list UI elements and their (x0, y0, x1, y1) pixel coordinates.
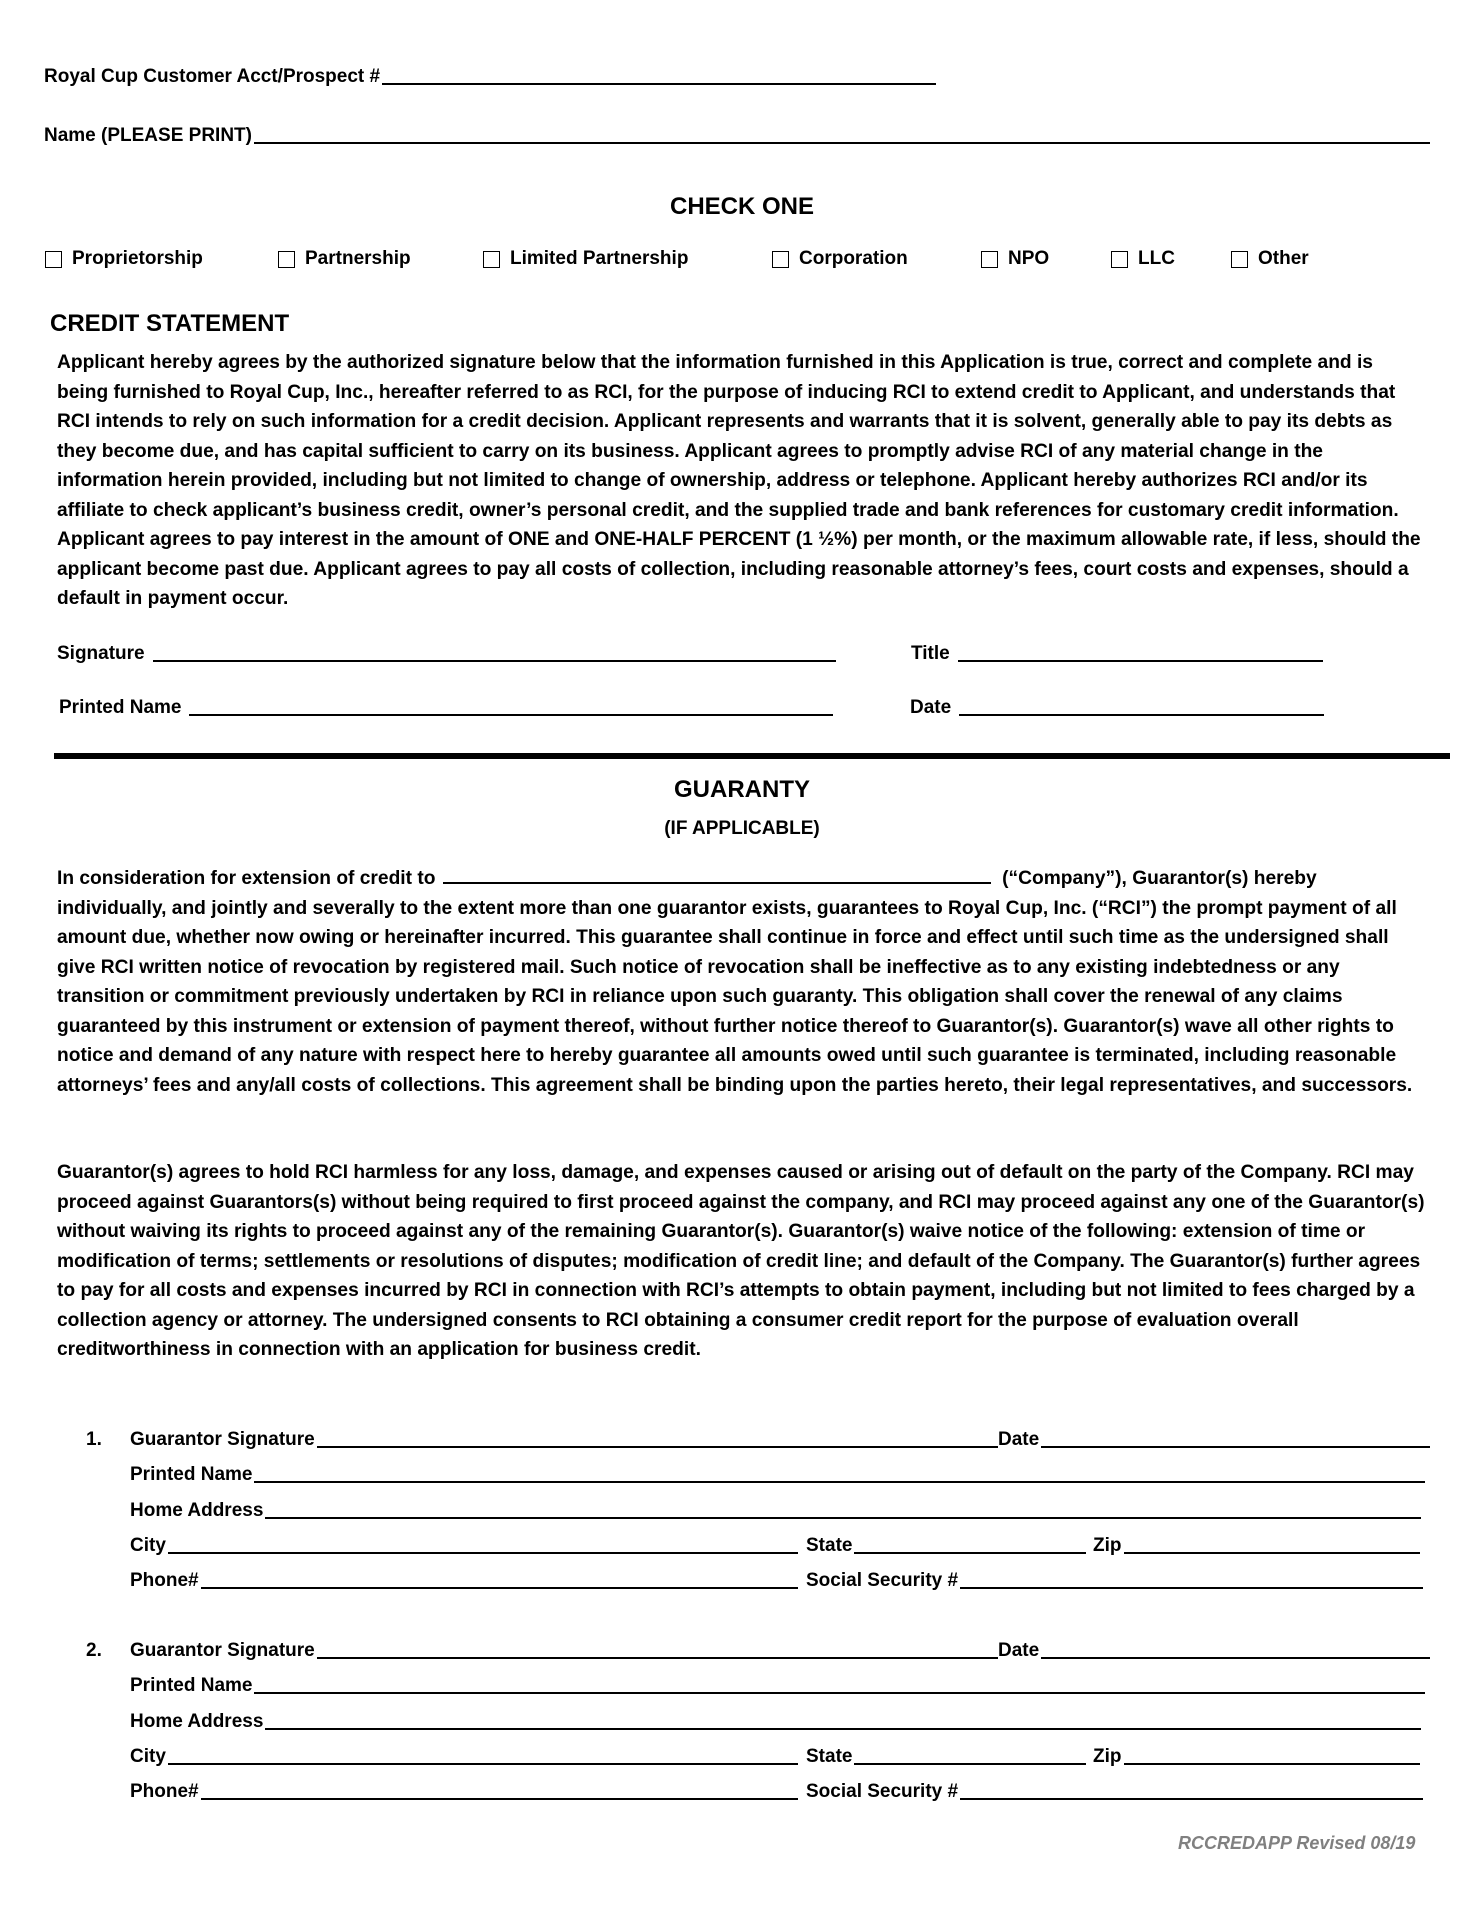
name-line[interactable] (254, 142, 1430, 144)
guarantor-printed-name-label: Printed Name (130, 1464, 253, 1485)
guarantor-2-phone-field[interactable] (130, 1781, 798, 1803)
guarantor-1-home-address-field[interactable] (130, 1500, 1421, 1522)
guarantor-home-address-label: Home Address (130, 1711, 264, 1732)
guarantor-printed-name-line[interactable] (254, 1481, 1425, 1483)
guarantor-1-city-field[interactable] (130, 1535, 798, 1557)
guarantor-phone-line[interactable] (201, 1587, 798, 1589)
printed-name-line[interactable] (189, 714, 833, 716)
printed-name-label: Printed Name (59, 697, 182, 718)
guarantor-date-label: Date (998, 1640, 1040, 1661)
guarantor-ssn-label: Social Security # (806, 1570, 959, 1591)
guaranty-body-text: individually, and jointly and severally to the extent more than one guarantor exists, guarantees to Royal Cup, Inc. (“RCI”) the prompt payment of all amount due, whether now owing or hereinafter incurred. This guarantee shall continue in force and effect until such time as the undersigned shall give RCI written notice of revocation by registered mail. Such notice of revocation shall be ineffective as to any existing indebtedness or any transition or commitment previously undertaken by RCI in reliance upon such guaranty. This obligation shall cover the renewal of any claims guaranteed by this instrument or extension of payment thereof, without further notice thereof to Guarantor(s). Guarantor(s) wave all other rights to notice and demand of any nature with respect here to hereby guarantee all amounts owed until such guarantee is terminated, including reasonable attorneys’ fees and any/all costs of collections. This agreement shall be binding upon the parties hereto, their legal representatives, and successors. (57, 897, 1413, 1096)
guarantor-2-number: 2. (86, 1640, 102, 1661)
guarantor-phone-line[interactable] (201, 1798, 798, 1800)
guarantor-state-line[interactable] (854, 1552, 1086, 1554)
guarantor-city-label: City (130, 1746, 166, 1767)
checkbox-label: Other (1258, 248, 1309, 269)
guarantor-1-zip-field[interactable] (1093, 1535, 1420, 1557)
guarantor-home-address-label: Home Address (130, 1500, 264, 1521)
checkbox-icon[interactable] (981, 251, 998, 268)
checkbox-label: Proprietorship (72, 248, 203, 269)
guarantor-1-signature-field[interactable] (130, 1429, 998, 1451)
name-label: Name (PLEASE PRINT) (44, 125, 252, 146)
checkbox-other[interactable] (1231, 248, 1309, 270)
checkbox-limited-partnership[interactable] (483, 248, 688, 270)
checkbox-icon[interactable] (1111, 251, 1128, 268)
guarantor-2-date-field[interactable] (998, 1640, 1430, 1662)
guarantor-state-label: State (806, 1535, 853, 1556)
guarantor-printed-name-line[interactable] (254, 1692, 1425, 1694)
checkbox-corporation[interactable] (772, 248, 908, 270)
revision-footer: RCCREDAPP Revised 08/19 (1178, 1833, 1416, 1853)
guarantor-2-city-field[interactable] (130, 1746, 798, 1768)
checkbox-icon[interactable] (483, 251, 500, 268)
guarantor-1-phone-field[interactable] (130, 1570, 798, 1592)
check-one-title: CHECK ONE (669, 193, 814, 220)
guarantor-zip-line[interactable] (1124, 1552, 1421, 1554)
guarantor-date-label: Date (998, 1429, 1040, 1450)
guarantor-date-line[interactable] (1041, 1446, 1430, 1448)
section-divider (54, 753, 1450, 759)
guaranty-title: GUARANTY (674, 776, 810, 803)
guarantor-city-line[interactable] (168, 1552, 798, 1554)
guarantor-zip-line[interactable] (1124, 1763, 1421, 1765)
guarantor-state-line[interactable] (854, 1763, 1086, 1765)
guarantor-1-state-field[interactable] (806, 1535, 1086, 1557)
title-field[interactable] (911, 643, 1323, 665)
guarantor-2-zip-field[interactable] (1093, 1746, 1420, 1768)
guarantor-signature-line[interactable] (317, 1446, 998, 1448)
title-line[interactable] (958, 660, 1323, 662)
guarantor-home-address-line[interactable] (265, 1728, 1421, 1730)
guarantor-home-address-line[interactable] (265, 1517, 1421, 1519)
account-number-line[interactable] (382, 83, 936, 85)
guarantor-2-home-address-field[interactable] (130, 1711, 1421, 1733)
guarantor-2-state-field[interactable] (806, 1746, 1086, 1768)
title-label: Title (911, 643, 950, 664)
name-field[interactable] (44, 125, 1430, 147)
checkbox-label: Limited Partnership (510, 248, 689, 269)
date-field[interactable] (910, 697, 1324, 719)
guarantor-date-line[interactable] (1041, 1657, 1430, 1659)
guarantor-2-signature-field[interactable] (130, 1640, 998, 1662)
guaranty-lead-text: In consideration for extension of credit to (57, 868, 436, 889)
guarantor-signature-label: Guarantor Signature (130, 1640, 315, 1661)
checkbox-icon[interactable] (278, 251, 295, 268)
checkbox-icon[interactable] (45, 251, 62, 268)
checkbox-label: NPO (1008, 248, 1050, 269)
checkbox-label: LLC (1138, 248, 1175, 269)
company-name-line[interactable] (443, 881, 991, 884)
guarantor-state-label: State (806, 1746, 853, 1767)
date-label: Date (910, 697, 952, 718)
signature-label: Signature (57, 643, 145, 664)
guarantor-phone-label: Phone# (130, 1781, 199, 1802)
guarantor-zip-label: Zip (1093, 1746, 1122, 1767)
checkbox-label: Corporation (799, 248, 908, 269)
guarantor-2-printed-name-field[interactable] (130, 1675, 1425, 1697)
guarantor-city-label: City (130, 1535, 166, 1556)
guarantor-1-printed-name-field[interactable] (130, 1464, 1425, 1486)
guarantor-phone-label: Phone# (130, 1570, 199, 1591)
checkbox-partnership[interactable] (278, 248, 411, 270)
guarantor-printed-name-label: Printed Name (130, 1675, 253, 1696)
printed-name-field[interactable] (59, 697, 833, 719)
checkbox-icon[interactable] (772, 251, 789, 268)
guarantor-ssn-line[interactable] (960, 1587, 1423, 1589)
account-number-label: Royal Cup Customer Acct/Prospect # (44, 66, 381, 87)
guarantor-ssn-label: Social Security # (806, 1781, 959, 1802)
checkbox-icon[interactable] (1231, 251, 1248, 268)
checkbox-proprietorship[interactable] (45, 248, 203, 270)
guarantor-zip-label: Zip (1093, 1535, 1122, 1556)
credit-statement-title: CREDIT STATEMENT (50, 310, 290, 337)
guarantor-1-ssn-field[interactable] (806, 1570, 1423, 1592)
signature-field[interactable] (57, 643, 836, 665)
guaranty-subtitle: (IF APPLICABLE) (664, 818, 820, 839)
checkbox-label: Partnership (305, 248, 411, 269)
guaranty-company-text: (“Company”), Guarantor(s) hereby (1002, 868, 1317, 889)
guarantor-1-date-field[interactable] (998, 1429, 1430, 1451)
guarantor-1-number: 1. (86, 1429, 102, 1450)
guaranty-paragraph-1 (57, 864, 1427, 1100)
checkbox-npo[interactable] (981, 248, 1049, 270)
guarantor-ssn-line[interactable] (960, 1798, 1423, 1800)
guaranty-paragraph-2: Guarantor(s) agrees to hold RCI harmless for any loss, damage, and expenses caused or arising out of default on the party of the Company. RCI may proceed against Guarantors(s) without being required to first proceed against the company, and RCI may proceed against any one of the Guarantor(s) without waiving its rights to proceed against any of the remaining Guarantor(s). Guarantor(s) waive notice of the following: extension of time or modification of terms; settlements or resolutions of disputes; modification of credit line; and default of the Company. The Guarantor(s) further agrees to pay for all costs and expenses incurred by RCI in connection with RCI’s attempts to obtain payment, including but not limited to fees charged by a collection agency or attorney. The undersigned consents to RCI obtaining a consumer credit report for the purpose of evaluation overall creditworthiness in connection with an application for business credit. (57, 1162, 1425, 1360)
credit-statement-text: Applicant hereby agrees by the authorized signature below that the information furnished in this Application is true, correct and complete and is being furnished to Royal Cup, Inc., hereafter referred to as RCI, for the purpose of inducing RCI to extend credit to Applicant, and understands that RCI intends to rely on such information for a credit decision. Applicant represents and warrants that it is solvent, generally able to pay its debts as they become due, and has capital sufficient to carry on its business. Applicant agrees to promptly advise RCI of any material change in the information herein provided, including but not limited to change of ownership, address or telephone. Applicant hereby authorizes RCI and/or its affiliate to check applicant’s business credit, owner’s personal credit, and the supplied trade and bank references for customary credit information. Applicant agrees to pay interest in the amount of ONE and ONE-HALF PERCENT (1 ½%) per month, or the maximum allowable rate, if less, should the applicant become past due. Applicant agrees to pay all costs of collection, including reasonable attorney’s fees, court costs and expenses, should a default in payment occur. (57, 352, 1421, 609)
checkbox-llc[interactable] (1111, 248, 1175, 270)
account-number-field[interactable] (44, 66, 936, 88)
date-line[interactable] (959, 714, 1324, 716)
guarantor-2-ssn-field[interactable] (806, 1781, 1423, 1803)
guarantor-city-line[interactable] (168, 1763, 798, 1765)
guarantor-signature-line[interactable] (317, 1657, 998, 1659)
signature-line[interactable] (153, 660, 836, 662)
guarantor-signature-label: Guarantor Signature (130, 1429, 315, 1450)
